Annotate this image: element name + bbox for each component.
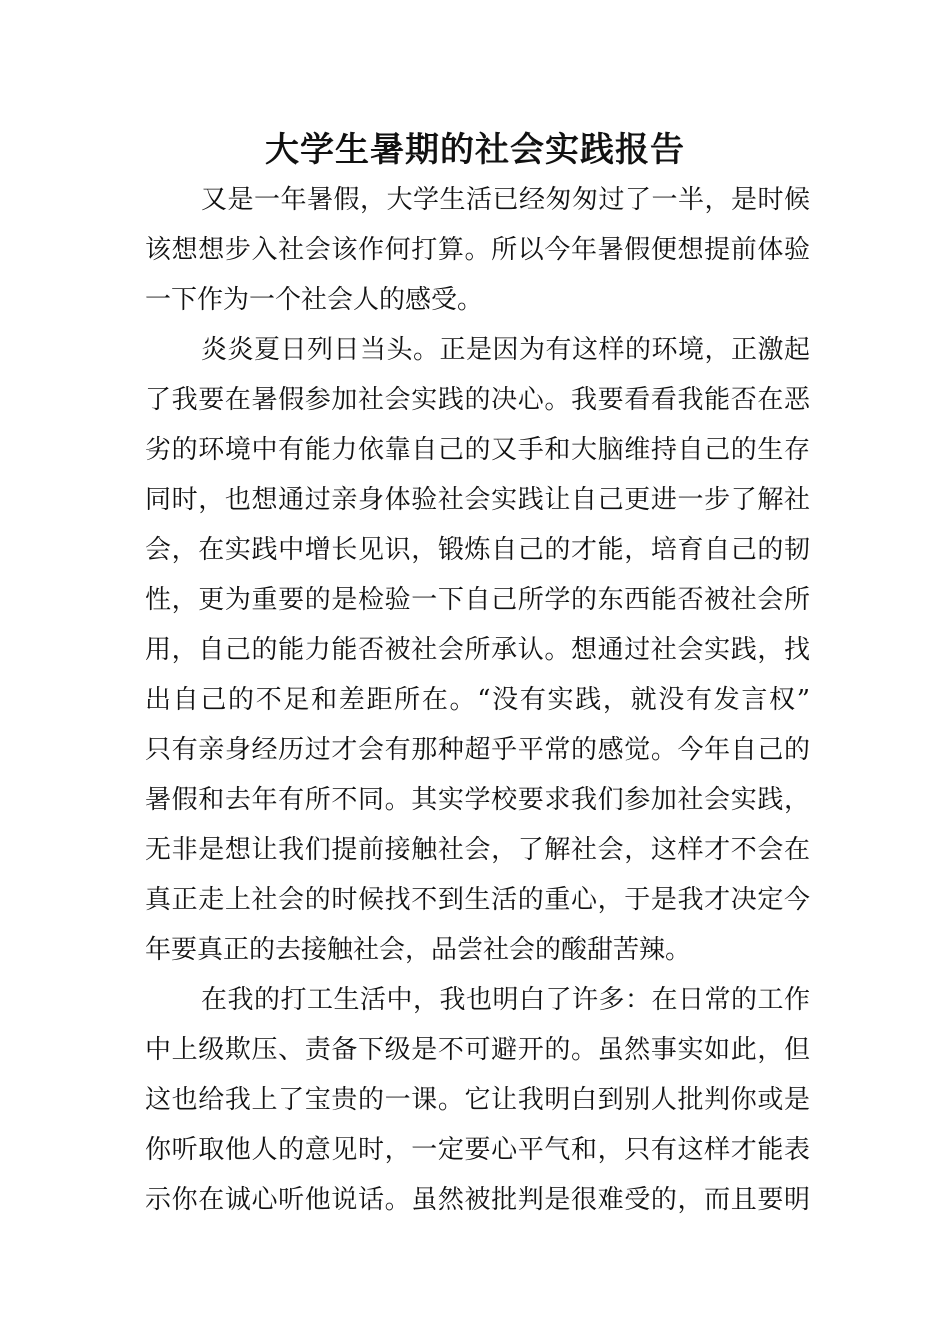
paragraph-line: 又是一年暑假，大学生活已经匆匆过了一半，是时候 (201, 185, 810, 215)
paragraph-line: 这也给我上了宝贵的一课。它让我明白到别人批判你或是 (145, 1085, 810, 1115)
paragraph-line: 用，自己的能力能否被社会所承认。想通过社会实践，找 (145, 635, 810, 665)
document-title: 大学生暑期的社会实践报告 (265, 130, 685, 170)
paragraph-3 (145, 975, 810, 1225)
paragraph-1 (145, 175, 810, 325)
paragraph-line: 该想想步入社会该作何打算。所以今年暑假便想提前体验 (145, 235, 810, 265)
paragraph-line: 劣的环境中有能力依靠自己的又手和大脑维持自己的生存 (145, 435, 810, 465)
paragraph-2 (145, 325, 810, 975)
paragraph-line: 无非是想让我们提前接触社会，了解社会，这样才不会在 (145, 835, 810, 865)
paragraph-line: 中上级欺压、责备下级是不可避开的。虽然事实如此，但 (145, 1035, 810, 1065)
document-body (145, 175, 810, 1225)
paragraph-line: 炎炎夏日列日当头。正是因为有这样的环境，正激起 (201, 335, 810, 365)
paragraph-line: 了我要在暑假参加社会实践的决心。我要看看我能否在恶 (145, 385, 810, 415)
paragraph-line: 性，更为重要的是检验一下自己所学的东西能否被社会所 (145, 585, 810, 615)
paragraph-line: 真正走上社会的时候找不到生活的重心，于是我才决定今 (145, 885, 810, 915)
paragraph-line: 暑假和去年有所不同。其实学校要求我们参加社会实践， (145, 785, 810, 815)
paragraph-line: 你听取他人的意见时，一定要心平气和，只有这样才能表 (145, 1135, 810, 1165)
paragraph-line: 只有亲身经历过才会有那种超乎平常的感觉。今年自己的 (145, 735, 810, 765)
paragraph-line: 年要真正的去接触社会，品尝社会的酸甜苦辣。 (145, 935, 692, 965)
paragraph-line: 一下作为一个社会人的感受。 (145, 285, 484, 315)
paragraph-line: 在我的打工生活中，我也明白了许多：在日常的工作 (201, 985, 810, 1015)
paragraph-line: 同时，也想通过亲身体验社会实践让自己更进一步了解社 (145, 485, 810, 515)
paragraph-line: 示你在诚心听他说话。虽然被批判是很难受的，而且要明 (145, 1185, 810, 1215)
paragraph-line: 会，在实践中增长见识，锻炼自己的才能，培育自己的韧 (145, 535, 810, 565)
paragraph-line: 出自己的不足和差距所在。“没有实践，就没有发言权” (145, 685, 810, 715)
